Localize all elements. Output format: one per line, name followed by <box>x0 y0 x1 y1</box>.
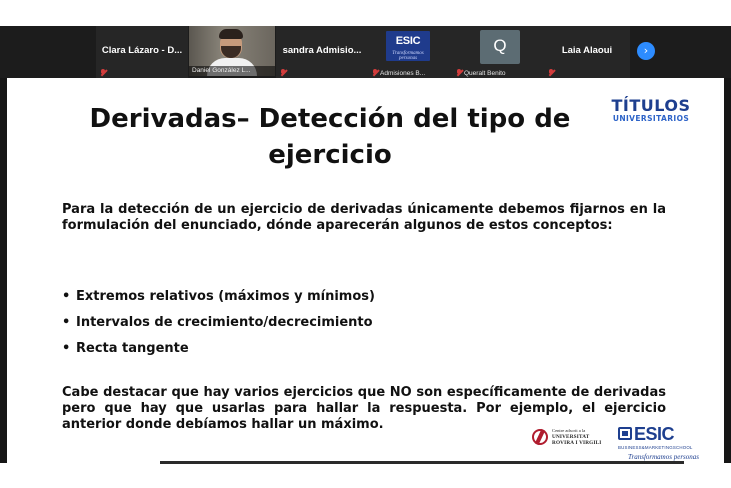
titulos-universitarios-logo <box>609 97 693 123</box>
bullet-dot-icon: • <box>62 289 71 304</box>
esic-logo <box>618 424 699 464</box>
chevron-right-icon: › <box>643 44 649 57</box>
urv-line-3: ROVIRA I VIRGILI <box>552 440 602 446</box>
bottom-margin <box>0 463 731 488</box>
esic-subtitle: BUSINESS&MARKETINGSCHOOL <box>618 445 693 450</box>
participant-strip <box>0 26 731 78</box>
urv-logo-text <box>552 428 608 447</box>
concept-list <box>62 284 375 362</box>
participant-name: Clara Lázaro - D... <box>101 45 183 56</box>
participant-label: Queralt Benito <box>464 70 506 77</box>
esic-slogan: Transformamos personas <box>628 453 699 461</box>
participant-label: Daniel González L... <box>189 66 275 76</box>
mic-muted-icon <box>548 69 554 76</box>
screen-share-bottom-edge <box>160 461 684 464</box>
esic-avatar-logo: ESIC <box>395 35 421 47</box>
brand-line-2: UNIVERSITARIOS <box>612 114 690 123</box>
slide-closing-paragraph: Cabe destacar que hay varios ejercicios que NO son específicamente de derivadas pero que hay que usarlas para hallar la respuesta. Por ejemplo, el ejercicio anterior donde debíamos hallar un máximo. <box>62 385 666 432</box>
list-item-text: Recta tangente <box>76 341 189 356</box>
list-item-text: Intervalos de crecimiento/decrecimiento <box>76 315 373 330</box>
participant-label: Admisiones B... <box>380 70 426 77</box>
slide-title: Derivadas– Detección del tipo de ejercicio <box>89 104 571 170</box>
brand-line-1: TÍTULOS <box>611 96 691 115</box>
slide-intro-paragraph: Para la detección de un ejercicio de derivadas únicamente debemos fijarnos en la formulación del enunciado, dónde aparecerán algunos de estos conceptos: <box>62 202 666 233</box>
avatar-initial: Q <box>493 36 507 55</box>
screen-share-frame-right <box>724 78 731 463</box>
list-item-text: Extremos relativos (máximos y mínimos) <box>76 289 375 304</box>
participant-name: Laia Alaoui <box>561 45 613 56</box>
participant-video-daniel[interactable] <box>189 26 275 76</box>
participant-tile-clara[interactable] <box>96 26 188 78</box>
queralt-avatar <box>480 30 520 64</box>
mic-muted-icon <box>280 69 286 76</box>
mic-muted-icon <box>456 69 462 76</box>
participant-tile-sandra[interactable] <box>276 26 368 78</box>
top-margin <box>0 0 731 26</box>
participant-tile-laia[interactable] <box>544 26 630 78</box>
mic-muted-icon <box>372 69 378 76</box>
mic-muted-icon <box>100 69 106 76</box>
list-item <box>62 310 375 336</box>
esic-avatar <box>386 31 430 61</box>
screen-share-frame-left <box>0 78 7 463</box>
urv-line-1: Centre adscrit a la <box>552 428 586 433</box>
list-item <box>62 336 375 362</box>
bullet-dot-icon: • <box>62 315 71 330</box>
urv-emblem-icon <box>532 429 548 445</box>
list-item <box>62 284 375 310</box>
video-person-hair <box>219 29 243 39</box>
next-participants-button[interactable] <box>637 42 655 60</box>
bullet-dot-icon: • <box>62 341 71 356</box>
esic-wordmark: ESIC <box>634 424 675 444</box>
participant-name: sandra Admisio... <box>282 45 362 56</box>
esic-mark-icon <box>618 427 632 440</box>
esic-avatar-slogan: Transformamos personas <box>392 51 424 61</box>
urv-line-2: UNIVERSITAT <box>552 433 590 440</box>
urv-logo <box>532 427 606 449</box>
